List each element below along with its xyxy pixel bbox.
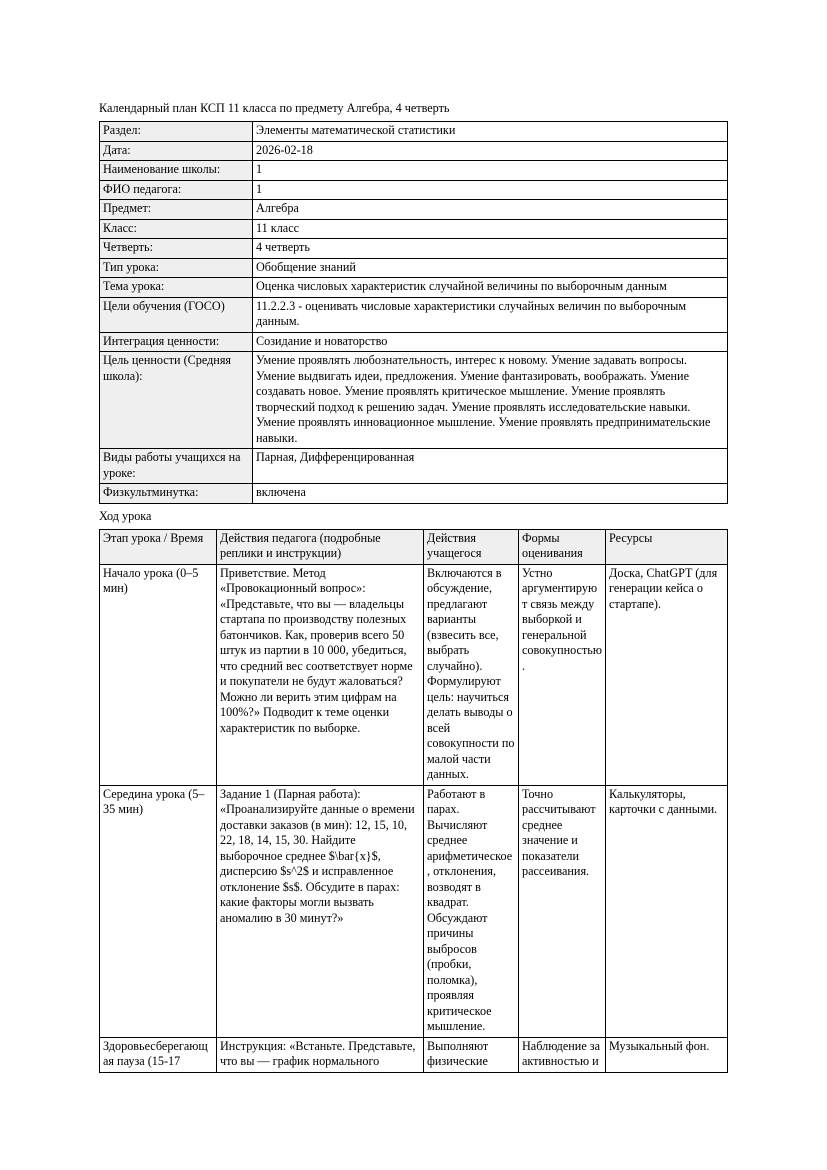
lesson-flow-table <box>99 529 728 1073</box>
info-value: 4 четверть <box>253 239 728 259</box>
table-row <box>100 484 728 504</box>
info-label: Физкультминутка: <box>100 484 253 504</box>
cell-student-actions: Выполняют физические <box>424 1037 519 1072</box>
info-label: Интеграция ценности: <box>100 332 253 352</box>
table-row <box>100 161 728 181</box>
table-row <box>100 122 728 142</box>
info-value: 11.2.2.3 - оценивать числовые характеристики случайных величин по выборочным данным. <box>253 297 728 332</box>
table-row <box>100 352 728 449</box>
cell-stage: Здоровьесберегающая пауза (15-17 <box>100 1037 217 1072</box>
cell-stage: Начало урока (0–5 мин) <box>100 564 217 785</box>
info-label: Цель ценности (Средняя школа): <box>100 352 253 449</box>
column-header-teacher-actions: Действия педагога (подробные реплики и инструкции) <box>217 529 424 564</box>
info-label: Раздел: <box>100 122 253 142</box>
table-row <box>100 278 728 298</box>
cell-student-actions: Работают в парах. Вычисляют среднее арифметическое, отклонения, возводят в квадрат. Обсуждают причины выбросов (пробки, поломка), проявляя критическое мышление. <box>424 785 519 1037</box>
table-row <box>100 785 728 1037</box>
table-header-row <box>100 529 728 564</box>
info-label: Наименование школы: <box>100 161 253 181</box>
table-row <box>100 332 728 352</box>
info-value: Созидание и новаторство <box>253 332 728 352</box>
info-value: включена <box>253 484 728 504</box>
table-row <box>100 200 728 220</box>
info-label: Четверть: <box>100 239 253 259</box>
info-value: 11 класс <box>253 219 728 239</box>
info-label: Класс: <box>100 219 253 239</box>
info-label: Тип урока: <box>100 258 253 278</box>
cell-stage: Середина урока (5–35 мин) <box>100 785 217 1037</box>
column-header-stage: Этап урока / Время <box>100 529 217 564</box>
cell-assessment: Устно аргументируют связь между выборкой и генеральной совокупностью. <box>519 564 606 785</box>
table-row <box>100 449 728 484</box>
info-value: 1 <box>253 180 728 200</box>
cell-resources: Музыкальный фон. <box>606 1037 728 1072</box>
info-value: 1 <box>253 161 728 181</box>
table-row <box>100 297 728 332</box>
cell-teacher-actions: Задание 1 (Парная работа): «Проанализируйте данные о времени доставки заказов (в мин): 12, 15, 10, 22, 18, 14, 15, 30. Найдите выборочное среднее $\bar{x}$, дисперсию $s^2$ и исправленное отклонение $s$. Обсудите в парах: какие факторы могли вызвать аномалию в 30 минут?» <box>217 785 424 1037</box>
column-header-resources: Ресурсы <box>606 529 728 564</box>
lesson-info-body <box>100 122 728 504</box>
info-value: 2026-02-18 <box>253 141 728 161</box>
info-value: Парная, Дифференцированная <box>253 449 728 484</box>
info-value: Оценка числовых характеристик случайной величины по выборочным данным <box>253 278 728 298</box>
table-row <box>100 258 728 278</box>
cell-assessment: Наблюдение за активностью и <box>519 1037 606 1072</box>
info-label: Тема урока: <box>100 278 253 298</box>
lesson-info-table <box>99 121 728 504</box>
info-label: Предмет: <box>100 200 253 220</box>
table-row <box>100 564 728 785</box>
info-value: Элементы математической статистики <box>253 122 728 142</box>
column-header-student-actions: Действия учащегося <box>424 529 519 564</box>
info-label: Дата: <box>100 141 253 161</box>
info-label: Цели обучения (ГОСО) <box>100 297 253 332</box>
info-label: ФИО педагога: <box>100 180 253 200</box>
info-value: Умение проявлять любознательность, интерес к новому. Умение задавать вопросы. Умение выдвигать идеи, предложения. Умение фантазировать, воображать. Умение создавать новое. Умение проявлять критическое мышление. Умение проявлять творческий подход к решению задач. Умение проявлять исследовательские навыки. Умение проявлять инновационное мышление. Умение проявлять предпринимательские навыки. <box>253 352 728 449</box>
cell-student-actions: Включаются в обсуждение, предлагают варианты (взвесить все, выбрать случайно). Формулируют цель: научиться делать выводы о всей совокупности по малой части данных. <box>424 564 519 785</box>
table-row <box>100 1037 728 1072</box>
cell-resources: Доска, ChatGPT (для генерации кейса о стартапе). <box>606 564 728 785</box>
column-header-assessment: Формы оценивания <box>519 529 606 564</box>
cell-assessment: Точно рассчитывают среднее значение и показатели рассеивания. <box>519 785 606 1037</box>
table-row <box>100 239 728 259</box>
lesson-flow-heading: Ход урока <box>99 508 152 523</box>
info-value: Обобщение знаний <box>253 258 728 278</box>
info-label: Виды работы учащихся на уроке: <box>100 449 253 484</box>
cell-teacher-actions: Инструкция: «Встаньте. Представьте, что вы — график нормального <box>217 1037 424 1072</box>
cell-teacher-actions: Приветствие. Метод «Провокационный вопрос»: «Представьте, что вы — владельцы стартапа по производству полезных батончиков. Как, проверив всего 50 штук из партии в 10 000, убедиться, что средний вес соответствует норме и покупатели не будут жаловаться? Можно ли верить этим цифрам на 100%?» Подводит к теме оценки характеристик по выборке. <box>217 564 424 785</box>
page-title: Календарный план КСП 11 класса по предмету Алгебра, 4 четверть <box>99 101 450 115</box>
info-value: Алгебра <box>253 200 728 220</box>
lesson-flow-body <box>100 564 728 1072</box>
table-row <box>100 141 728 161</box>
cell-resources: Калькуляторы, карточки с данными. <box>606 785 728 1037</box>
table-row <box>100 219 728 239</box>
lesson-flow-head <box>100 529 728 564</box>
table-row <box>100 180 728 200</box>
